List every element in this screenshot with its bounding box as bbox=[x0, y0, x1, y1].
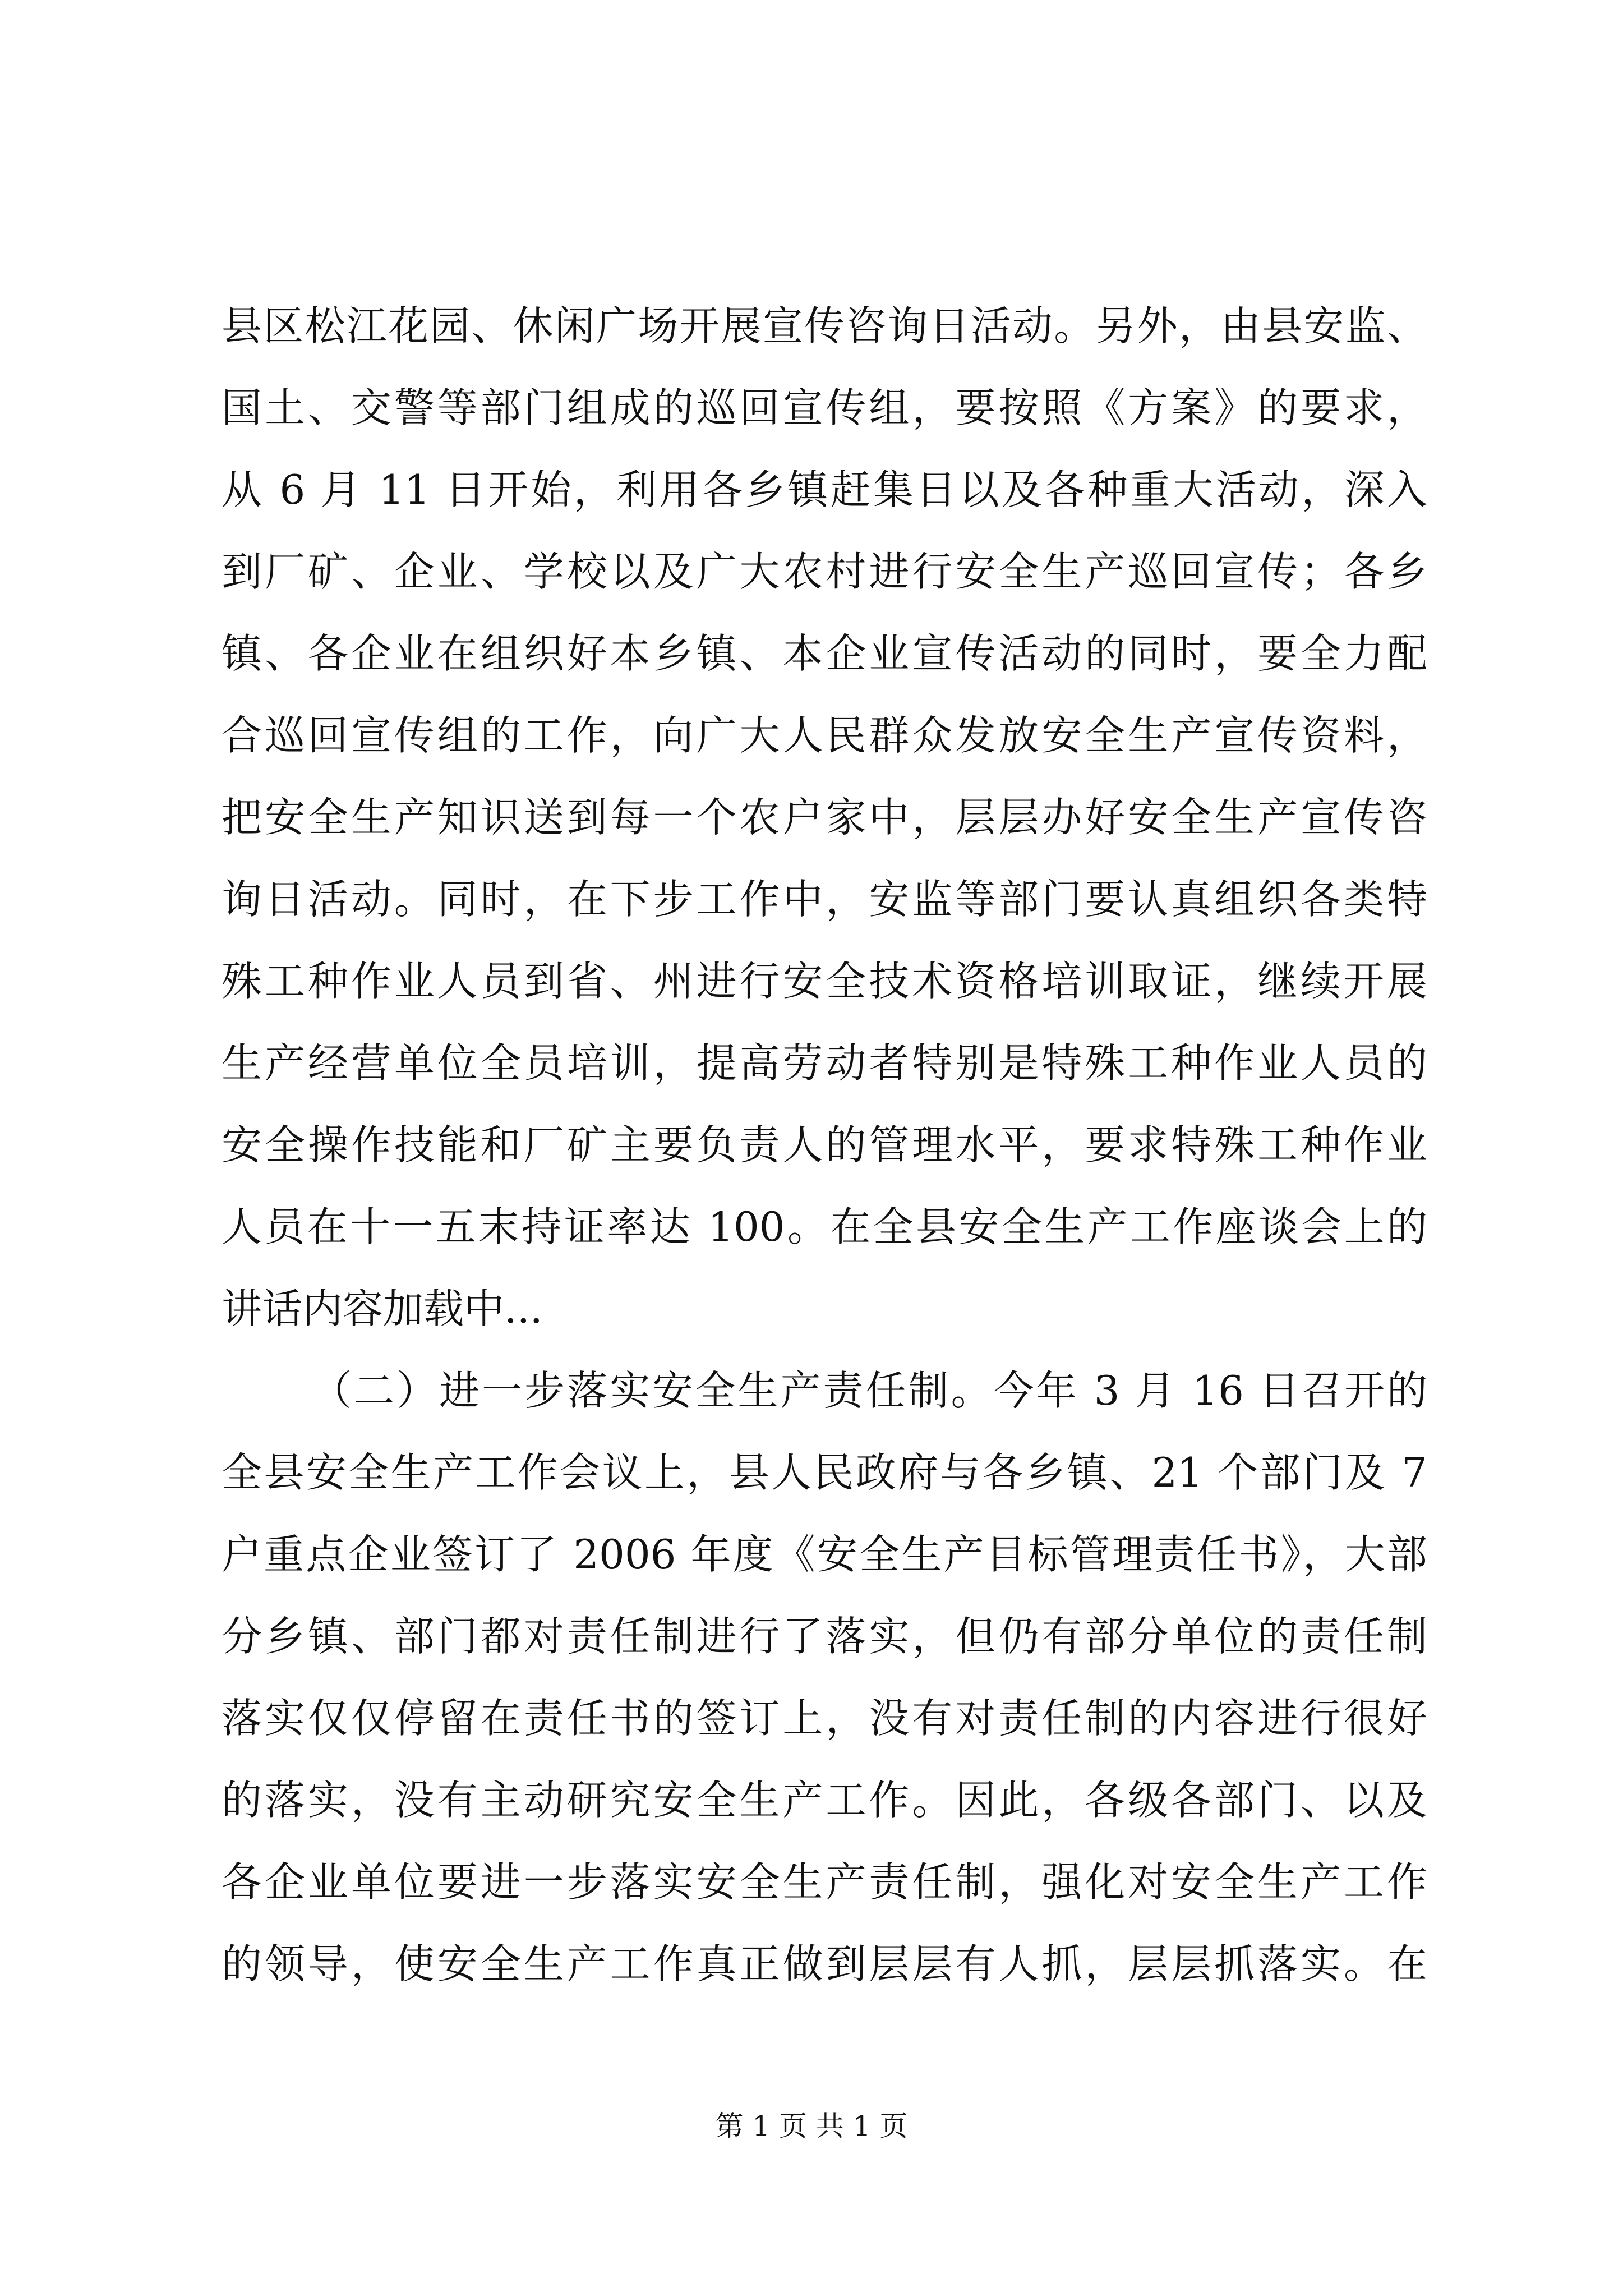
body-line: 全县安全生产工作会议上，县人民政府与各乡镇、21 个部门及 7 bbox=[222, 1449, 1427, 1496]
body-line: 从 6 月 11 日开始，利用各乡镇赶集日以及各种重大活动，深入 bbox=[222, 466, 1427, 513]
body-line: 把安全生产知识送到每一个农户家中，层层办好安全生产宣传咨 bbox=[222, 794, 1427, 841]
body-line: 国土、交警等部门组成的巡回宣传组，要按照《方案》的要求， bbox=[222, 384, 1427, 431]
body-line: 人员在十一五末持证率达 100。在全县安全生产工作座谈会上的 bbox=[222, 1203, 1427, 1250]
body-line: 的落实，没有主动研究安全生产工作。因此，各级各部门、以及 bbox=[222, 1777, 1427, 1824]
body-line: 讲话内容加载中... bbox=[222, 1285, 543, 1332]
body-line: 分乡镇、部门都对责任制进行了落实，但仍有部分单位的责任制 bbox=[222, 1613, 1427, 1660]
body-line: 落实仅仅停留在责任书的签订上，没有对责任制的内容进行很好 bbox=[222, 1695, 1427, 1742]
document-body bbox=[222, 285, 1427, 2005]
body-line: 安全操作技能和厂矿主要负责人的管理水平，要求特殊工种作业 bbox=[222, 1121, 1427, 1168]
body-line: 合巡回宣传组的工作，向广大人民群众发放安全生产宣传资料， bbox=[222, 712, 1427, 759]
body-line: 县区松江花园、休闲广场开展宣传咨询日活动。另外，由县安监、 bbox=[222, 302, 1427, 349]
body-line: （二）进一步落实安全生产责任制。今年 3 月 16 日召开的 bbox=[311, 1367, 1427, 1414]
body-line: 各企业单位要进一步落实安全生产责任制，强化对安全生产工作 bbox=[222, 1858, 1427, 1906]
body-line: 殊工种作业人员到省、州进行安全技术资格培训取证，继续开展 bbox=[222, 958, 1427, 1005]
body-line: 户重点企业签订了 2006 年度《安全生产目标管理责任书》，大部 bbox=[222, 1531, 1427, 1578]
body-line: 镇、各企业在组织好本乡镇、本企业宣传活动的同时，要全力配 bbox=[222, 630, 1427, 677]
body-line: 的领导，使安全生产工作真正做到层层有人抓，层层抓落实。在 bbox=[222, 1940, 1427, 1987]
body-line: 询日活动。同时，在下步工作中，安监等部门要认真组织各类特 bbox=[222, 876, 1427, 923]
body-line: 生产经营单位全员培训，提高劳动者特别是特殊工种作业人员的 bbox=[222, 1039, 1427, 1087]
page-footer: 第 1 页 共 1 页 bbox=[715, 2110, 908, 2142]
body-line: 到厂矿、企业、学校以及广大农村进行安全生产巡回宣传；各乡 bbox=[222, 548, 1427, 595]
